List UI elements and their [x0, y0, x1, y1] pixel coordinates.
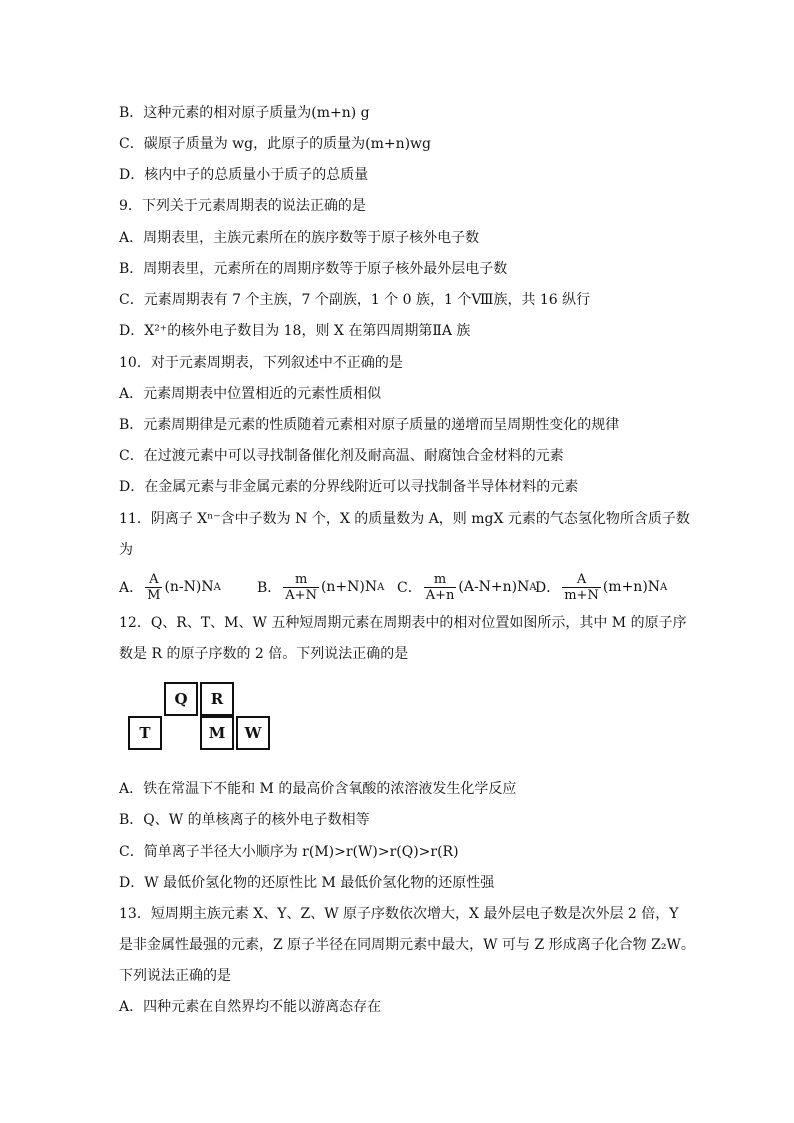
numerator: A	[149, 571, 159, 587]
q10-option-d: D．在金属元素与非金属元素的分界线附近可以寻找制备半导体材料的元素	[119, 479, 579, 495]
denominator: m+N	[564, 587, 599, 603]
denominator: M	[147, 587, 161, 603]
q12-stem-cont: 数是 R 的原子序数的 2 倍。下列说法正确的是	[119, 646, 409, 662]
q12-option-c: C．简单离子半径大小顺序为 r(M)>r(W)>r(Q)>r(R)	[119, 844, 459, 860]
subscript: A	[213, 581, 221, 593]
q12-stem: 12．Q、R、T、M、W 五种短周期元素在周期表中的相对位置如图所示，其中 M 的原子序	[119, 615, 687, 631]
q9-stem: 9．下列关于元素周期表的说法正确的是	[119, 198, 366, 214]
periodic-table-diagram	[127, 682, 273, 752]
option-label: D．	[535, 580, 561, 596]
q10-option-a: A．元素周期表中位置相近的元素性质相似	[119, 386, 382, 402]
q8-option-d: D．核内中子的总质量小于质子的总质量	[119, 167, 369, 183]
option-label: C．	[397, 580, 422, 596]
subscript: A	[660, 581, 668, 593]
fraction	[424, 572, 457, 603]
q11-option-d	[535, 568, 667, 606]
q11-option-b	[257, 568, 384, 606]
option-label: B．	[257, 580, 282, 596]
cell-w: W	[236, 716, 270, 750]
subscript: A	[529, 581, 537, 593]
cell-t: T	[128, 716, 162, 750]
q12-option-d: D．W 最低价氢化物的还原性比 M 最低价氢化物的还原性强	[119, 875, 495, 891]
q13-stem-cont: 是非金属性最强的元素，Z 原子半径在同周期元素中最大，W 可与 Z 形成离子化合物 Z₂W。	[119, 937, 695, 953]
q8-option-b: B．这种元素的相对原子质量为(m+n) g	[119, 105, 370, 121]
q9-option-d: D．X²⁺的核外电子数目为 18，则 X 在第四周期第ⅡA 族	[119, 323, 471, 339]
q13-stem-cont2: 下列说法正确的是	[119, 968, 231, 984]
q11-option-c	[397, 568, 537, 606]
denominator: A+N	[285, 587, 317, 603]
q10-stem: 10．对于元素周期表，下列叙述中不正确的是	[119, 355, 403, 371]
expression: (A-N+n)N	[458, 579, 530, 595]
expression: (n+N)N	[320, 579, 378, 595]
cell-r: R	[200, 682, 234, 716]
q12-option-a: A．铁在常温下不能和 M 的最高价含氧酸的浓溶液发生化学反应	[119, 781, 517, 797]
numerator: m	[294, 571, 308, 587]
q13-option-a: A．四种元素在自然界均不能以游离态存在	[119, 999, 382, 1015]
fraction	[562, 572, 601, 603]
numerator: A	[576, 571, 587, 587]
q11-stem-cont: 为	[119, 542, 133, 558]
q8-option-c: C．碳原子质量为 wg，此原子的质量为(m+n)wg	[119, 136, 431, 152]
numerator: m	[433, 571, 447, 587]
q10-option-b: B．元素周期律是元素的性质随着元素相对原子质量的递增而呈周期性变化的规律	[119, 417, 620, 433]
cell-q: Q	[164, 682, 198, 716]
q9-option-c: C．元素周期表有 7 个主族，7 个副族，1 个 0 族，1 个Ⅷ族，共 16 纵行	[119, 292, 591, 308]
expression: (m+n)N	[602, 579, 661, 595]
denominator: A+n	[425, 587, 455, 603]
q10-option-c: C．在过渡元素中可以寻找制备催化剂及耐高温、耐腐蚀合金材料的元素	[119, 448, 564, 464]
q12-option-b: B．Q、W 的单核离子的核外电子数相等	[119, 812, 370, 828]
option-label: A．	[119, 580, 144, 596]
q11-option-a	[119, 568, 221, 606]
expression: (n-N)N	[164, 579, 214, 595]
fraction	[283, 572, 319, 603]
subscript: A	[377, 581, 385, 593]
q11-stem: 11．阴离子 Xⁿ⁻含中子数为 N 个，X 的质量数为 A，则 mgX 元素的气态氢化物所含质子数	[119, 511, 690, 527]
fraction	[145, 572, 162, 603]
q9-option-a: A．周期表里，主族元素所在的族序数等于原子核外电子数	[119, 230, 480, 246]
q9-option-b: B．周期表里，元素所在的周期序数等于原子核外最外层电子数	[119, 261, 508, 277]
cell-m: M	[200, 716, 234, 750]
q13-stem: 13．短周期主族元素 X、Y、Z、W 原子序数依次增大，X 最外层电子数是次外层 2 倍，Y	[119, 906, 679, 922]
